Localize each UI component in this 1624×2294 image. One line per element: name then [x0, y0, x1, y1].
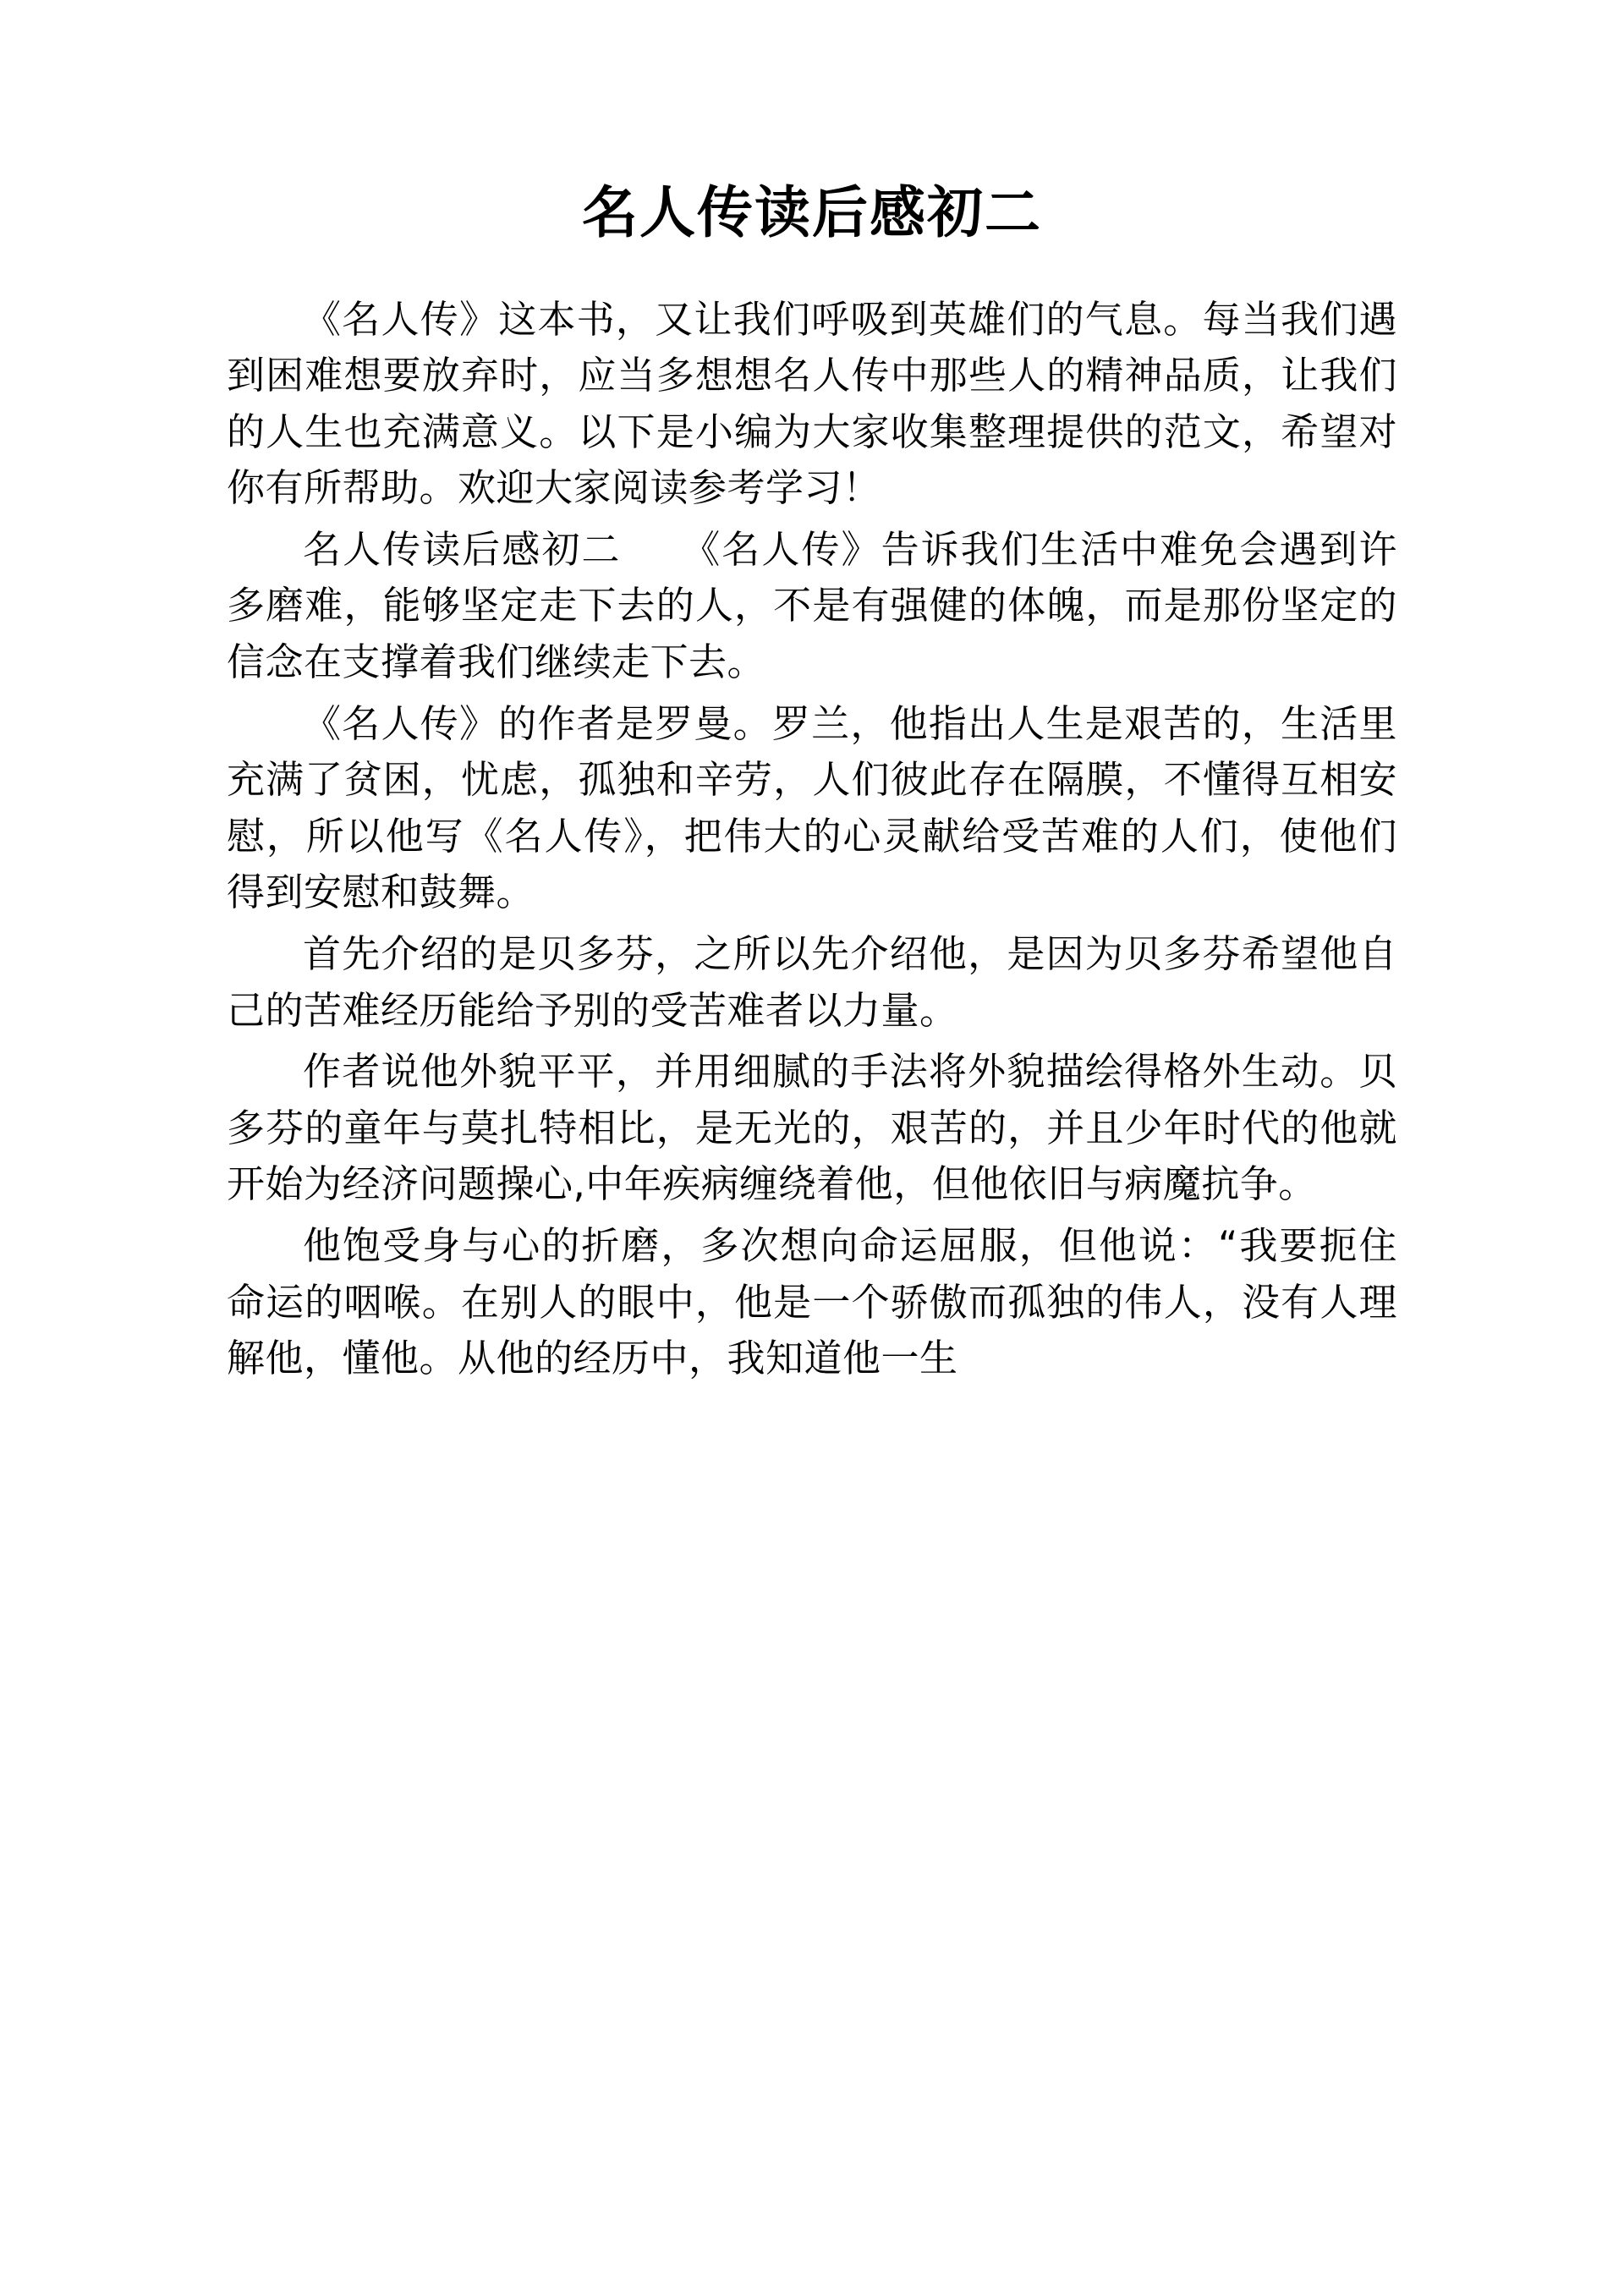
paragraph: 首先介绍的是贝多芬，之所以先介绍他，是因为贝多芬希望他自己的苦难经历能给予别的受苦难者以力量。 — [227, 931, 1397, 1033]
paragraph: 名人传读后感初二 《名人传》告诉我们生活中难免会遇到许多磨难，能够坚定走下去的人，不是有强健的体魄，而是那份坚定的信念在支撑着我们继续走下去。 — [227, 526, 1397, 685]
paragraph: 他饱受身与心的折磨，多次想向命运屈服，但他说：“我要扼住命运的咽喉。在别人的眼中，他是一个骄傲而孤独的伟人，没有人理解他，懂他。从他的经历中，我知道他一生 — [227, 1223, 1397, 1381]
paragraph: 《名人传》这本书，又让我们呼吸到英雄们的气息。每当我们遇到困难想要放弃时，应当多想想名人传中那些人的精神品质，让我们的人生也充满意义。以下是小编为大家收集整理提供的范文，希望对你有所帮助。欢迎大家阅读参考学习！ — [227, 296, 1397, 511]
page-title: 名人传读后感初二 — [582, 179, 1042, 245]
paragraph: 作者说他外貌平平，并用细腻的手法将外貌描绘得格外生动。贝多芬的童年与莫扎特相比，是无光的，艰苦的，并且少年时代的他就开始为经济问题操心,中年疾病缠绕着他，但他依旧与病魔抗争。 — [227, 1049, 1397, 1207]
paragraph: 《名人传》的作者是罗曼。罗兰，他指出人生是艰苦的，生活里充满了贫困，忧虑，孤独和辛劳，人们彼此存在隔膜，不懂得互相安慰，所以他写《名人传》，把伟大的心灵献给受苦难的人们，使他们得到安慰和鼓舞。 — [227, 700, 1397, 915]
